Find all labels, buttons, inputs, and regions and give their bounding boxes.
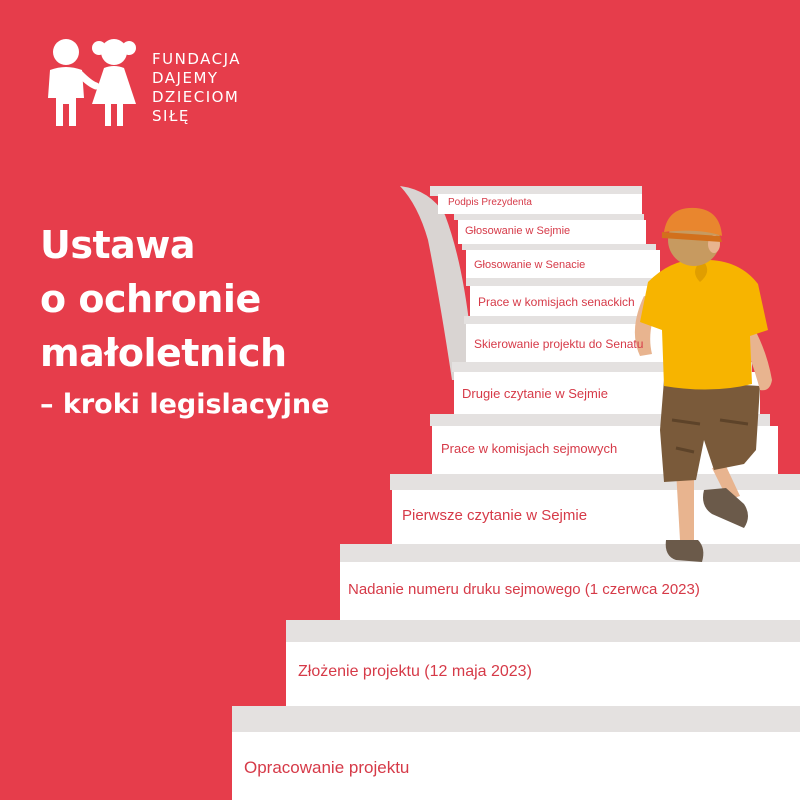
- logo-line: FUNDACJA: [152, 50, 242, 68]
- step-0: [232, 706, 800, 800]
- headline-subtitle: – kroki legislacyjne: [40, 389, 330, 420]
- logo-line: DZIECIOM: [152, 88, 240, 106]
- headline-line: małoletnich: [40, 331, 287, 375]
- step-label-7: Prace w komisjach senackich: [478, 295, 635, 309]
- headline-line: o ochronie: [40, 277, 261, 321]
- step-label-1: Złożenie projektu (12 maja 2023): [298, 663, 532, 680]
- step-label-4: Prace w komisjach sejmowych: [441, 441, 618, 456]
- step-label-0: Opracowanie projektu: [244, 758, 410, 777]
- step-label-8: Głosowanie w Senacie: [474, 259, 586, 271]
- logo-line: SIŁĘ: [152, 107, 190, 125]
- logo-line: DAJEMY: [152, 69, 219, 87]
- headline-line: Ustawa: [40, 223, 196, 267]
- step-label-5: Drugie czytanie w Sejmie: [462, 386, 608, 401]
- step-label-6: Skierowanie projektu do Senatu: [474, 337, 644, 351]
- step-label-2: Nadanie numeru druku sejmowego (1 czerwca 2023): [348, 581, 700, 598]
- step-label-10: Podpis Prezydenta: [448, 197, 532, 208]
- step-label-3: Pierwsze czytanie w Sejmie: [402, 507, 588, 524]
- step-label-9: Głosowanie w Sejmie: [465, 225, 571, 237]
